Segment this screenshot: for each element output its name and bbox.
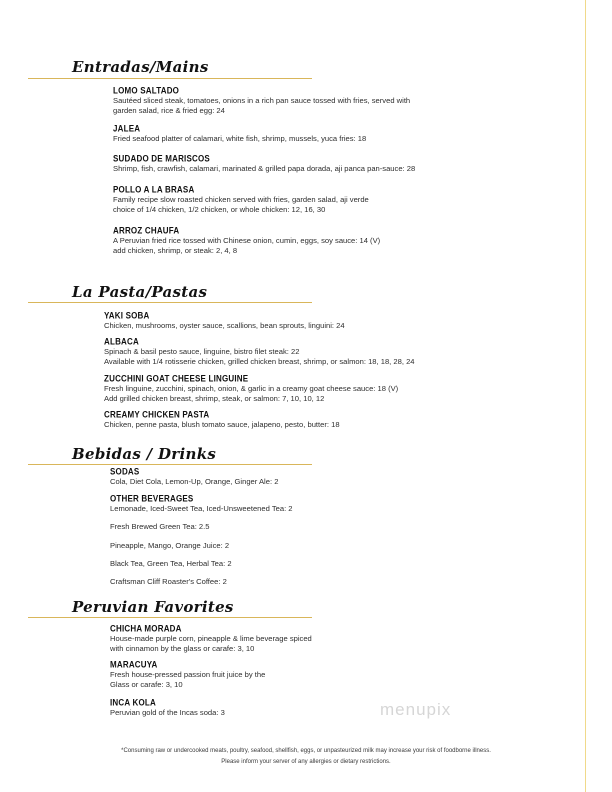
watermark: menupix: [380, 700, 452, 719]
item-name: YAKI SOBA: [104, 311, 150, 321]
menu-item: [104, 374, 534, 403]
item-name: OTHER BEVERAGES: [110, 494, 194, 504]
item-description: Family recipe slow roasted chicken served with fries, garden salad, aji verde choice of 1/4 chicken, 1/2 chicken, or whole chicken: 12, 16, 30: [113, 195, 369, 214]
section-rule: [28, 302, 312, 303]
section-rule: [28, 464, 312, 465]
item-name: ZUCCHINI GOAT CHEESE LINGUINE: [104, 374, 249, 384]
menu-item: [110, 494, 540, 514]
item-name: ARROZ CHAUFA: [113, 226, 180, 236]
item-description: Lemonade, Iced-Sweet Tea, Iced-Unsweetened Tea: 2: [110, 504, 293, 513]
item-description: Cola, Diet Cola, Lemon-Up, Orange, Ginger Ale: 2: [110, 477, 279, 486]
menu-item: [104, 311, 534, 331]
item-name: POLLO A LA BRASA: [113, 185, 195, 195]
item-description: A Peruvian fried rice tossed with Chinese onion, cumin, eggs, soy sauce: 14 (V) add chicken, shrimp, or steak: 2, 4, 8: [113, 236, 381, 255]
item-description: House-made purple corn, pineapple & lime beverage spiced with cinnamon by the glass or carafe: 3, 10: [110, 634, 312, 653]
item-name: INCA KOLA: [110, 698, 156, 708]
menu-item: [110, 660, 540, 689]
item-name: CHICHA MORADA: [110, 624, 182, 634]
item-description: Fried seafood platter of calamari, white fish, shrimp, mussels, yuca fries: 18: [113, 134, 367, 143]
item-description: Peruvian gold of the Incas soda: 3: [110, 708, 225, 717]
section-title-peruvian: Peruvian Favorites: [72, 598, 234, 616]
item-description: Shrimp, fish, crawfish, calamari, marinated & grilled papa dorada, aji panca pan-sauce: 28: [113, 164, 416, 173]
item-description: Fresh linguine, zucchini, spinach, onion, & garlic in a creamy goat cheese sauce: 18 (V) Add grilled chicken breast, shrimp, steak, or salmon: 7, 10, 10, 12: [104, 384, 399, 403]
item-name: SUDADO DE MARISCOS: [113, 154, 210, 164]
menu-item: [113, 124, 543, 144]
item-name: MARACUYA: [110, 660, 158, 670]
item-name: CREAMY CHICKEN PASTA: [104, 410, 210, 420]
menu-item: [113, 226, 543, 255]
beverage-line: Pineapple, Mango, Orange Juice: 2: [110, 541, 230, 550]
footnote-line-1: *Consuming raw or undercooked meats, poultry, seafood, shellfish, eggs, or unpasteurized milk may increase your risk of foodborne illness.: [121, 748, 491, 754]
footnote-line-2: Please inform your server of any allergies or dietary restrictions.: [221, 759, 391, 765]
section-title-entradas: Entradas/Mains: [72, 58, 209, 76]
menu-item: [113, 154, 543, 174]
beverage-line: Black Tea, Green Tea, Herbal Tea: 2: [110, 559, 232, 568]
section-rule: [28, 78, 312, 79]
item-name: LOMO SALTADO: [113, 86, 180, 96]
menu-item: [113, 185, 543, 214]
menu-item: [104, 410, 534, 430]
section-title-bebidas: Bebidas / Drinks: [72, 445, 217, 463]
menu-item: [110, 698, 540, 718]
menu-item: [113, 86, 543, 115]
item-description: Spinach & basil pesto sauce, linguine, bistro filet steak: 22 Available with 1/4 rotisserie chicken, grilled chicken breast, shrimp, or salmon: 18, 18, 28, 24: [104, 347, 415, 366]
item-description: Fresh house-pressed passion fruit juice by the Glass or carafe: 3, 10: [110, 670, 266, 689]
item-description: Chicken, mushrooms, oyster sauce, scallions, bean sprouts, linguini: 24: [104, 321, 345, 330]
beverage-line: Craftsman Cliff Roaster's Coffee: 2: [110, 577, 227, 586]
section-title-pasta: La Pasta/Pastas: [72, 283, 208, 301]
item-name: JALEA: [113, 124, 141, 134]
item-name: ALBACA: [104, 337, 139, 347]
section-rule: [28, 617, 312, 618]
menu-item: [104, 337, 534, 366]
item-description: Chicken, penne pasta, blush tomato sauce, jalapeno, pesto, butter: 18: [104, 420, 340, 429]
item-description: Sautéed sliced steak, tomatoes, onions in a rich pan sauce tossed with fries, served with garden salad, rice & fried egg: 24: [113, 96, 411, 115]
beverage-line: Fresh Brewed Green Tea: 2.5: [110, 522, 210, 531]
page-border: [585, 0, 586, 792]
menu-item: [110, 467, 540, 487]
menu-item: [110, 624, 540, 653]
item-name: SODAS: [110, 467, 140, 477]
